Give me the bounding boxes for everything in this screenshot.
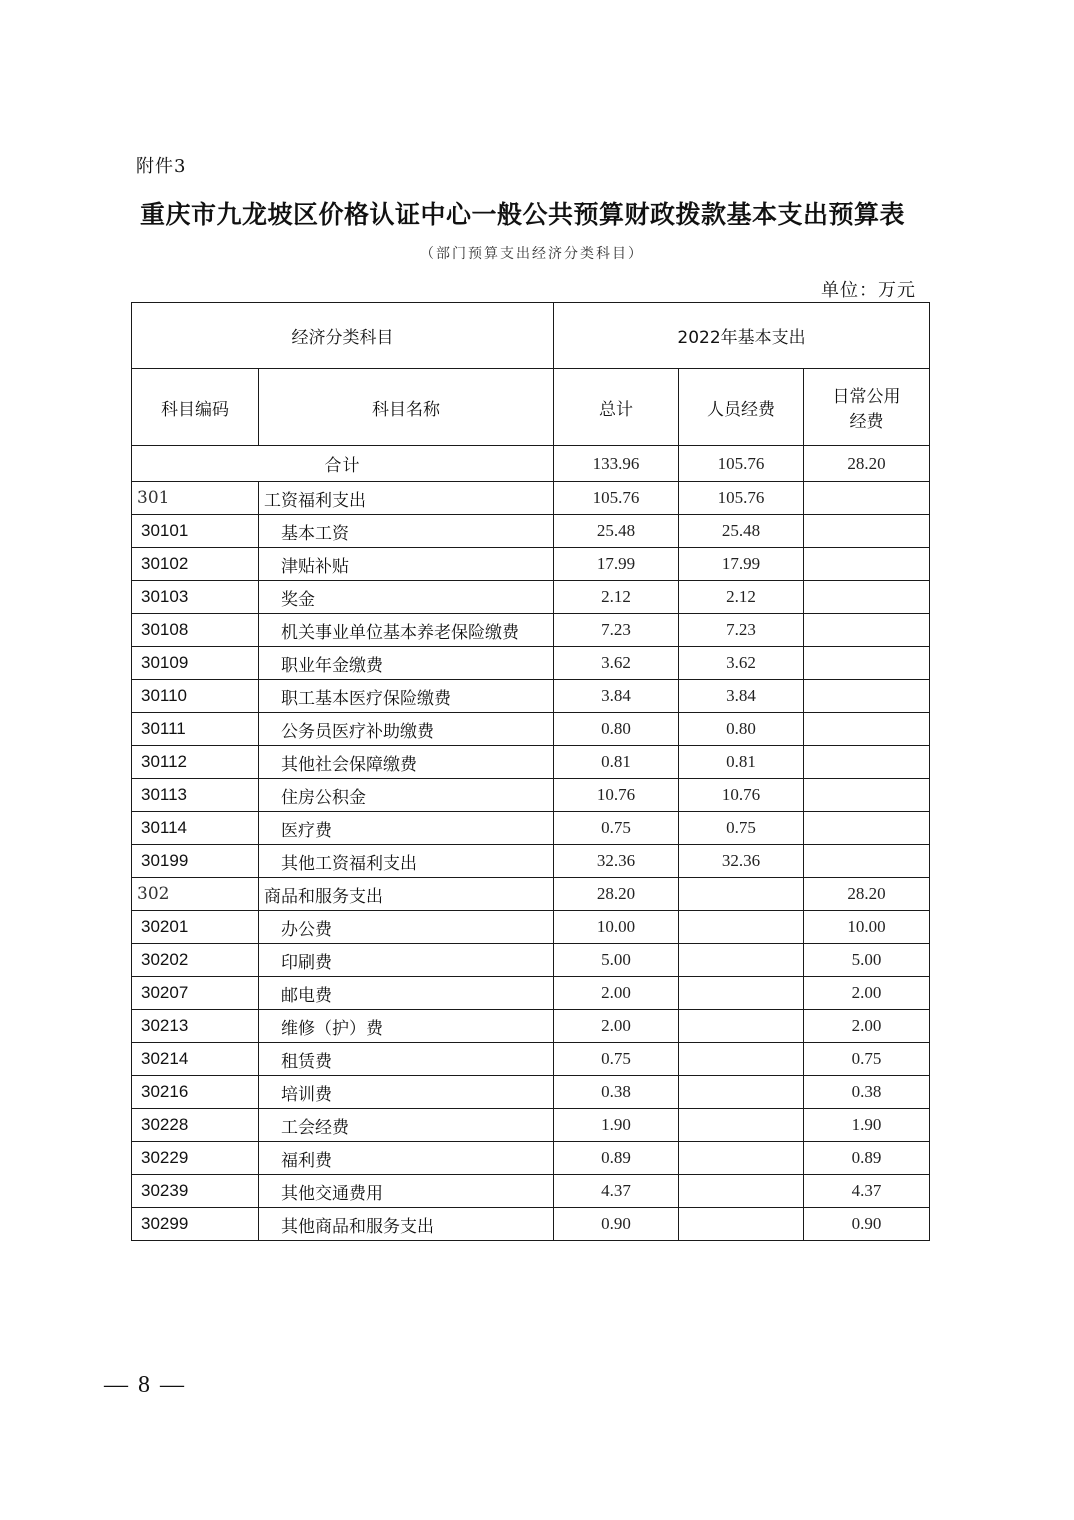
col-header-total: 总计 (554, 369, 679, 446)
row-total: 0.89 (554, 1142, 679, 1175)
col-header-daily (804, 369, 930, 446)
row-name: 公务员医疗补助缴费 (259, 713, 554, 746)
row-daily: 1.90 (804, 1109, 930, 1142)
row-personnel (679, 1109, 804, 1142)
row-name: 机关事业单位基本养老保险缴费 (259, 614, 554, 647)
row-daily: 2.00 (804, 1010, 930, 1043)
row-total: 0.90 (554, 1208, 679, 1241)
col-header-daily-line1: 日常公用 (832, 387, 901, 407)
col-header-name: 科目名称 (259, 369, 554, 446)
table-row (132, 713, 930, 746)
row-personnel: 17.99 (679, 548, 804, 581)
row-daily (804, 812, 930, 845)
row-name: 租赁费 (259, 1043, 554, 1076)
table-row (132, 548, 930, 581)
table-row (132, 1208, 930, 1241)
page-number: — 8 — (104, 1372, 186, 1398)
row-name: 职业年金缴费 (259, 647, 554, 680)
row-personnel: 25.48 (679, 515, 804, 548)
page-subtitle: （部门预算支出经济分类科目） (420, 246, 644, 262)
row-name: 其他社会保障缴费 (259, 746, 554, 779)
row-personnel (679, 911, 804, 944)
row-code: 30110 (132, 680, 259, 713)
header-column-row (132, 369, 930, 446)
row-personnel (679, 944, 804, 977)
row-total: 17.99 (554, 548, 679, 581)
row-code: 30299 (132, 1208, 259, 1241)
attachment-label: 附件3 (136, 156, 187, 177)
row-name: 基本工资 (259, 515, 554, 548)
row-daily: 28.20 (804, 878, 930, 911)
col-header-daily-line2: 经费 (849, 412, 884, 432)
row-name: 工会经费 (259, 1109, 554, 1142)
table-row (132, 1043, 930, 1076)
table-row (132, 911, 930, 944)
total-personnel: 105.76 (679, 446, 804, 482)
row-code: 30103 (132, 581, 259, 614)
row-personnel (679, 1142, 804, 1175)
row-code: 30112 (132, 746, 259, 779)
table-row (132, 845, 930, 878)
table-row (132, 1109, 930, 1142)
row-name: 其他工资福利支出 (259, 845, 554, 878)
row-code: 30229 (132, 1142, 259, 1175)
row-personnel: 0.80 (679, 713, 804, 746)
row-personnel: 3.62 (679, 647, 804, 680)
row-daily (804, 680, 930, 713)
row-total: 0.38 (554, 1076, 679, 1109)
row-name: 医疗费 (259, 812, 554, 845)
header-basic-expenditure: 2022年基本支出 (554, 303, 930, 369)
header-economic-classification: 经济分类科目 (132, 303, 554, 369)
row-personnel: 0.75 (679, 812, 804, 845)
row-daily (804, 647, 930, 680)
row-daily (804, 713, 930, 746)
row-total: 3.62 (554, 647, 679, 680)
row-name: 工资福利支出 (259, 482, 554, 515)
row-personnel (679, 1076, 804, 1109)
row-daily (804, 581, 930, 614)
row-code: 30114 (132, 812, 259, 845)
row-total: 10.76 (554, 779, 679, 812)
row-name: 职工基本医疗保险缴费 (259, 680, 554, 713)
row-name: 奖金 (259, 581, 554, 614)
row-personnel: 32.36 (679, 845, 804, 878)
table-row (132, 1010, 930, 1043)
row-code: 30111 (132, 713, 259, 746)
table-row (132, 779, 930, 812)
row-code: 30214 (132, 1043, 259, 1076)
col-header-code: 科目编码 (132, 369, 259, 446)
row-code: 30108 (132, 614, 259, 647)
page-title: 重庆市九龙坡区价格认证中心一般公共预算财政拨款基本支出预算表 (140, 200, 906, 229)
row-daily (804, 548, 930, 581)
row-daily (804, 845, 930, 878)
row-personnel (679, 977, 804, 1010)
row-code: 30228 (132, 1109, 259, 1142)
row-name: 办公费 (259, 911, 554, 944)
row-total: 0.81 (554, 746, 679, 779)
row-total: 7.23 (554, 614, 679, 647)
row-code: 30207 (132, 977, 259, 1010)
row-code: 301 (132, 482, 259, 515)
table-row (132, 812, 930, 845)
row-total: 4.37 (554, 1175, 679, 1208)
row-personnel: 0.81 (679, 746, 804, 779)
row-total: 10.00 (554, 911, 679, 944)
row-name: 福利费 (259, 1142, 554, 1175)
row-daily: 0.75 (804, 1043, 930, 1076)
row-name: 津贴补贴 (259, 548, 554, 581)
row-code: 30113 (132, 779, 259, 812)
table-row (132, 1076, 930, 1109)
row-total: 5.00 (554, 944, 679, 977)
row-name: 其他交通费用 (259, 1175, 554, 1208)
row-daily (804, 746, 930, 779)
table-row (132, 515, 930, 548)
row-code: 30201 (132, 911, 259, 944)
row-total: 3.84 (554, 680, 679, 713)
row-total: 105.76 (554, 482, 679, 515)
row-code: 30213 (132, 1010, 259, 1043)
total-daily: 28.20 (804, 446, 930, 482)
table-row (132, 680, 930, 713)
row-daily: 0.38 (804, 1076, 930, 1109)
table-row (132, 581, 930, 614)
table-row (132, 614, 930, 647)
total-row (132, 446, 930, 482)
row-code: 302 (132, 878, 259, 911)
row-personnel: 10.76 (679, 779, 804, 812)
table-row (132, 746, 930, 779)
row-code: 30101 (132, 515, 259, 548)
row-daily (804, 779, 930, 812)
row-total: 2.00 (554, 977, 679, 1010)
row-name: 邮电费 (259, 977, 554, 1010)
row-code: 30199 (132, 845, 259, 878)
row-daily (804, 482, 930, 515)
row-daily: 0.90 (804, 1208, 930, 1241)
row-daily: 4.37 (804, 1175, 930, 1208)
row-personnel: 105.76 (679, 482, 804, 515)
row-personnel (679, 1043, 804, 1076)
row-personnel (679, 878, 804, 911)
row-name: 维修（护）费 (259, 1010, 554, 1043)
table-row (132, 944, 930, 977)
row-total: 32.36 (554, 845, 679, 878)
row-daily: 5.00 (804, 944, 930, 977)
row-name: 住房公积金 (259, 779, 554, 812)
row-code: 30239 (132, 1175, 259, 1208)
row-total: 2.12 (554, 581, 679, 614)
budget-table (131, 302, 930, 1241)
row-personnel: 3.84 (679, 680, 804, 713)
table-row (132, 977, 930, 1010)
row-total: 0.80 (554, 713, 679, 746)
row-daily: 0.89 (804, 1142, 930, 1175)
row-personnel (679, 1175, 804, 1208)
row-personnel (679, 1208, 804, 1241)
row-personnel: 7.23 (679, 614, 804, 647)
row-total: 0.75 (554, 1043, 679, 1076)
col-header-personnel: 人员经费 (679, 369, 804, 446)
total-total: 133.96 (554, 446, 679, 482)
row-name: 商品和服务支出 (259, 878, 554, 911)
row-code: 30216 (132, 1076, 259, 1109)
row-daily: 10.00 (804, 911, 930, 944)
row-personnel (679, 1010, 804, 1043)
table-row (132, 1142, 930, 1175)
table-row (132, 1175, 930, 1208)
table-row (132, 878, 930, 911)
row-name: 印刷费 (259, 944, 554, 977)
row-personnel: 2.12 (679, 581, 804, 614)
row-daily (804, 614, 930, 647)
row-code: 30202 (132, 944, 259, 977)
row-total: 0.75 (554, 812, 679, 845)
header-group-row (132, 303, 930, 369)
row-total: 28.20 (554, 878, 679, 911)
row-total: 2.00 (554, 1010, 679, 1043)
total-label: 合计 (132, 446, 554, 482)
table-row (132, 647, 930, 680)
row-name: 培训费 (259, 1076, 554, 1109)
row-daily: 2.00 (804, 977, 930, 1010)
row-code: 30102 (132, 548, 259, 581)
row-name: 其他商品和服务支出 (259, 1208, 554, 1241)
row-total: 25.48 (554, 515, 679, 548)
table-row (132, 482, 930, 515)
unit-label: 单位：万元 (821, 280, 916, 301)
row-total: 1.90 (554, 1109, 679, 1142)
row-code: 30109 (132, 647, 259, 680)
row-daily (804, 515, 930, 548)
